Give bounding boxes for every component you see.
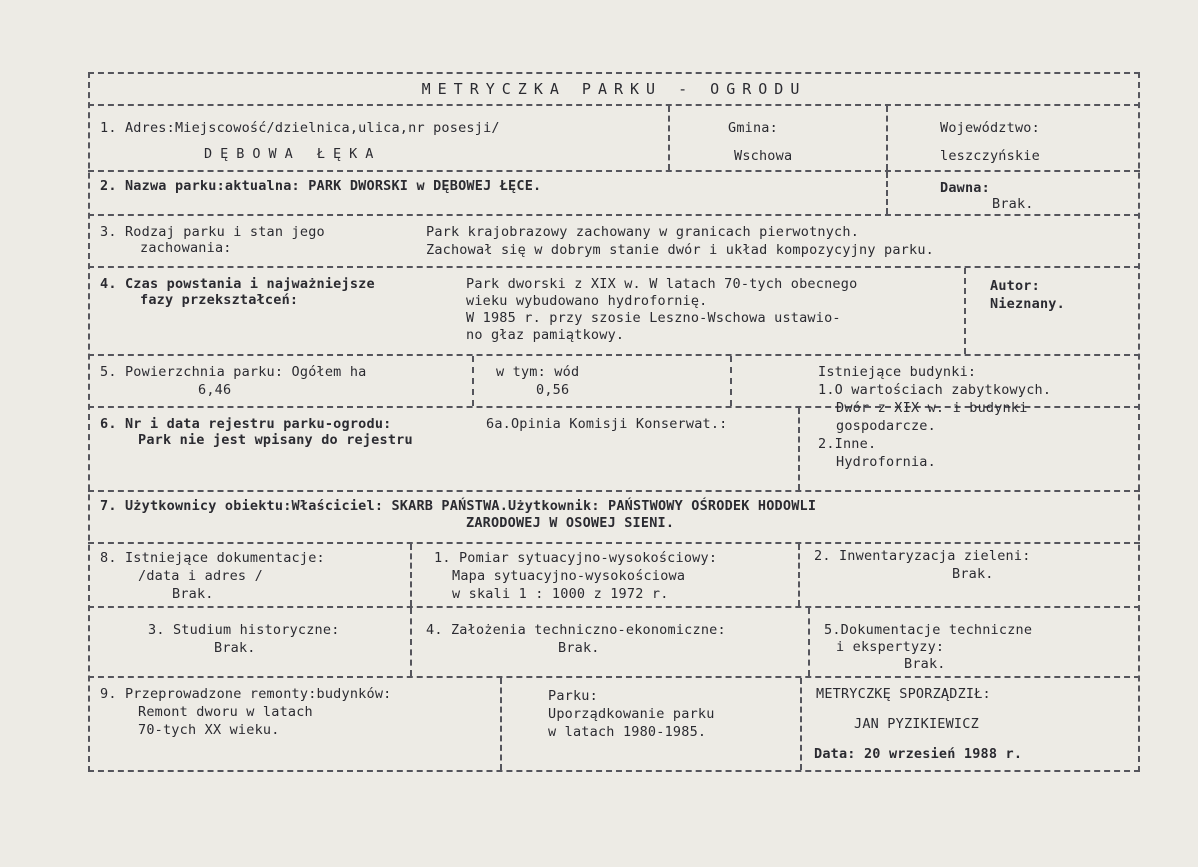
docs-label: 8. Istniejące dokumentacje: bbox=[100, 550, 325, 566]
rule-bottom bbox=[88, 770, 1140, 772]
water-label: w tym: wód bbox=[496, 364, 580, 380]
frame-right bbox=[1138, 72, 1140, 772]
docs-label-2: /data i adres / bbox=[138, 568, 263, 584]
survey-value-1: Mapa sytuacyjno-wysokościowa bbox=[452, 568, 686, 584]
buildings-historic-2: gospodarcze. bbox=[836, 418, 936, 434]
rule-5 bbox=[88, 354, 1140, 356]
historical-study-label: 3. Studium historyczne: bbox=[148, 622, 340, 638]
wojewodztwo-value: leszczyńskie bbox=[940, 148, 1040, 164]
history-line-3: W 1985 r. przy szosie Leszno-Wschowa ustawio- bbox=[466, 310, 841, 326]
rule-top bbox=[88, 72, 1140, 74]
historical-study-value: Brak. bbox=[214, 640, 256, 656]
divider-8a bbox=[410, 544, 412, 606]
survey-value-2: w skali 1 : 1000 z 1972 r. bbox=[452, 586, 669, 602]
survey-label: 1. Pomiar sytuacyjno-wysokościowy: bbox=[434, 550, 718, 566]
renovations-value-2: 70-tych XX wieku. bbox=[138, 722, 280, 738]
metryczka-form bbox=[88, 72, 1140, 774]
rule-3 bbox=[88, 214, 1140, 216]
divider-1b bbox=[886, 106, 888, 170]
park-name: 2. Nazwa parku:aktualna: PARK DWORSKI w DĘBOWEJ ŁĘCE. bbox=[100, 178, 542, 194]
water-value: 0,56 bbox=[536, 382, 570, 398]
divider-9a bbox=[500, 678, 502, 770]
rule-8 bbox=[88, 542, 1140, 544]
rule-2 bbox=[88, 170, 1140, 172]
gmina-value: Wschowa bbox=[734, 148, 793, 164]
technical-assumptions-value: Brak. bbox=[558, 640, 600, 656]
divider-1a bbox=[668, 106, 670, 170]
park-type-value-2: Zachował się w dobrym stanie dwór i układ kompozycyjny parku. bbox=[426, 242, 934, 258]
renovations-value-1: Remont dworu w latach bbox=[138, 704, 313, 720]
area-label: 5. Powierzchnia parku: Ogółem ha bbox=[100, 364, 367, 380]
address-value: DĘBOWA ŁĘKA bbox=[204, 146, 382, 162]
buildings-label: Istniejące budynki: bbox=[818, 364, 977, 380]
history-line-2: wieku wybudowano hydrofornię. bbox=[466, 293, 708, 309]
park-renovations-value-1: Uporządkowanie parku bbox=[548, 706, 715, 722]
register-label: 6. Nr i data rejestru parku-ogrodu: bbox=[100, 416, 392, 432]
divider-4 bbox=[964, 268, 966, 354]
divider-5b bbox=[730, 356, 732, 406]
buildings-other: 2.Inne. bbox=[818, 436, 877, 452]
users-line-2: ZARODOWEJ W OSOWEJ SIENI. bbox=[466, 515, 675, 531]
address-label: 1. Adres:Miejscowość/dzielnica,ulica,nr posesji/ bbox=[100, 120, 500, 136]
buildings-other-1: Hydrofornia. bbox=[836, 454, 936, 470]
park-type-value: Park krajobrazowy zachowany w granicach pierwotnych. bbox=[426, 224, 860, 240]
area-total: 6,46 bbox=[198, 382, 232, 398]
park-type-label: 3. Rodzaj parku i stan jego bbox=[100, 224, 325, 240]
divider-8c bbox=[410, 608, 412, 676]
park-renovations-value-2: w latach 1980-1985. bbox=[548, 724, 707, 740]
history-label-2: fazy przekształceń: bbox=[140, 292, 299, 308]
rule-4 bbox=[88, 266, 1140, 268]
divider-6 bbox=[798, 408, 800, 490]
conservator-opinion-label: 6a.Opinia Komisji Konserwat.: bbox=[486, 416, 728, 432]
park-type-label-2: zachowania: bbox=[140, 240, 232, 256]
former-name-value: Brak. bbox=[992, 196, 1034, 212]
divider-8b bbox=[798, 544, 800, 606]
rule-7 bbox=[88, 490, 1140, 492]
history-label: 4. Czas powstania i najważniejsze bbox=[100, 276, 375, 292]
technical-docs-value: Brak. bbox=[904, 656, 946, 672]
technical-assumptions-label: 4. Założenia techniczno-ekonomiczne: bbox=[426, 622, 726, 638]
author-value: Nieznany. bbox=[990, 296, 1065, 312]
divider-9b bbox=[800, 678, 802, 770]
park-renovations-label: Parku: bbox=[548, 688, 598, 704]
greenery-label: 2. Inwentaryzacja zieleni: bbox=[814, 548, 1031, 564]
docs-label-3: Brak. bbox=[172, 586, 214, 602]
wojewodztwo-label: Województwo: bbox=[940, 120, 1040, 136]
prepared-by-name: JAN PYZIKIEWICZ bbox=[854, 716, 979, 732]
prepared-by-label: METRYCZKĘ SPORZĄDZIŁ: bbox=[816, 686, 991, 702]
form-title: METRYCZKA PARKU - OGRODU bbox=[421, 80, 807, 98]
prepared-date: Data: 20 wrzesień 1988 r. bbox=[814, 746, 1023, 762]
history-line-4: no głaz pamiątkowy. bbox=[466, 327, 625, 343]
rule-1 bbox=[88, 104, 1140, 106]
register-value: Park nie jest wpisany do rejestru bbox=[138, 432, 413, 448]
author-label: Autor: bbox=[990, 278, 1040, 294]
technical-docs-label-2: i ekspertyzy: bbox=[836, 639, 945, 655]
technical-docs-label: 5.Dokumentacje techniczne bbox=[824, 622, 1033, 638]
users-line-1: 7. Użytkownicy obiektu:Właściciel: SKARB PAŃSTWA.Użytkownik: PAŃSTWOWY OŚRODEK HODOWLI bbox=[100, 498, 817, 514]
former-name-label: Dawna: bbox=[940, 180, 990, 196]
rule-9 bbox=[88, 606, 1140, 608]
divider-5a bbox=[472, 356, 474, 406]
buildings-historic: 1.O wartościach zabytkowych. bbox=[818, 382, 1052, 398]
divider-8d bbox=[808, 608, 810, 676]
gmina-label: Gmina: bbox=[728, 120, 778, 136]
history-line-1: Park dworski z XIX w. W latach 70-tych obecnego bbox=[466, 276, 858, 292]
frame-left bbox=[88, 72, 90, 772]
rule-10 bbox=[88, 676, 1140, 678]
buildings-historic-1: Dwór z XIX w. i budynki bbox=[836, 400, 1028, 416]
greenery-value: Brak. bbox=[952, 566, 994, 582]
divider-2 bbox=[886, 172, 888, 214]
renovations-label: 9. Przeprowadzone remonty:budynków: bbox=[100, 686, 392, 702]
